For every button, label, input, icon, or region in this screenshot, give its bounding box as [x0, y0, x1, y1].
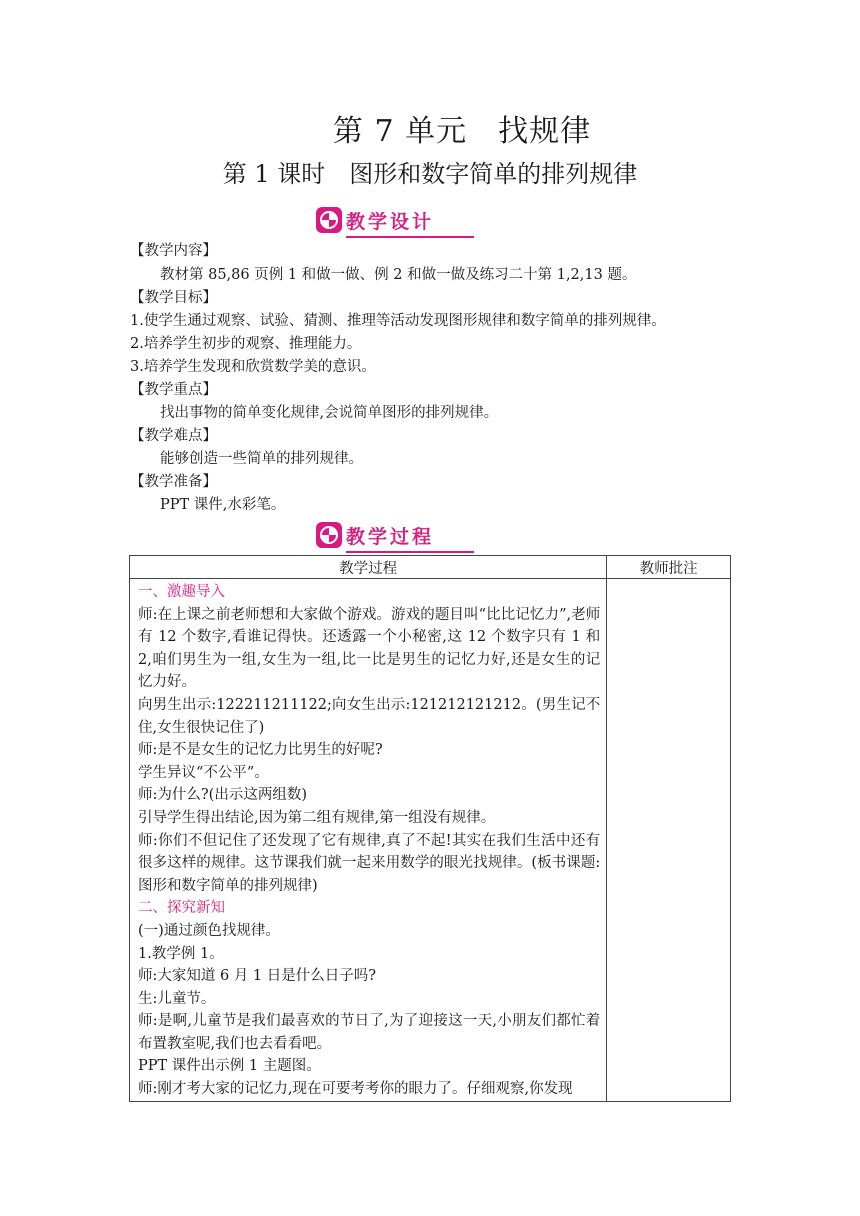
paragraph: PPT 课件出示例 1 主题图。: [138, 1058, 321, 1075]
spiral-logo-icon: [316, 522, 342, 548]
paragraph: 引导学生得出结论,因为第二组有规律,第一组没有规律。: [138, 809, 496, 826]
paragraph: (一)通过颜色找规律。: [138, 922, 280, 939]
design-banner: [316, 205, 450, 235]
goals-label: 【教学目标】: [130, 290, 217, 306]
paragraph: 向男生出示:122211211122;向女生出示:121212121212。(男生记不住,女生很快记住了): [138, 696, 601, 736]
process-content-cell: [130, 579, 607, 1102]
goal-item: 1.使学生通过观察、试验、猜测、推理等活动发现图形规律和数字简单的排列规律。: [130, 313, 666, 329]
section-heading: 一、激趣导入: [138, 584, 225, 600]
content-label: 【教学内容】: [130, 243, 217, 259]
goal-item: 2.培养学生初步的观察、推理能力。: [130, 336, 362, 352]
design-banner-label: 教学设计: [346, 210, 435, 233]
lesson-title: 第 1 课时 图形和数字简单的排列规律: [222, 160, 638, 188]
header-process: 教学过程: [130, 556, 607, 579]
notes-cell: [607, 579, 731, 1102]
section-heading: 二、探究新知: [138, 900, 225, 917]
paragraph: 师:刚才考大家的记忆力,现在可要考考你的眼力了。仔细观察,你发现: [138, 1081, 573, 1098]
key-text: 找出事物的简单变化规律,会说简单图形的排列规律。: [160, 405, 499, 421]
unit-title: 第 7 单元 找规律: [332, 114, 592, 149]
paragraph: 师:你们不但记住了还发现了它有规律,真了不起!其实在我们生活中还有很多这样的规律。这节课我们就一起来用数学的眼光找规律。(板书课题:图形和数字简单的排列规律): [138, 832, 601, 894]
difficulty-label: 【教学难点】: [130, 428, 217, 444]
content-text: 教材第 85,86 页例 1 和做一做、例 2 和做一做及练习二十第 1,2,13 题。: [160, 267, 637, 283]
prep-label: 【教学准备】: [130, 474, 217, 490]
process-paragraphs: [138, 581, 600, 1101]
table-header-row: [130, 556, 731, 579]
paragraph: 师:是啊,儿童节是我们最喜欢的节日了,为了迎接这一天,小朋友们都忙着布置教室呢,我们也去看看吧。: [138, 1013, 601, 1052]
paragraph: 师:大家知道 6 月 1 日是什么日子吗?: [138, 968, 377, 985]
key-label: 【教学重点】: [130, 382, 217, 398]
process-table: [129, 555, 731, 1102]
paragraph: 1.教学例 1。: [138, 945, 224, 962]
paragraph: 师:在上课之前老师想和大家做个游戏。游戏的题目叫“比比记忆力”,老师有 12 个数字,看谁记得快。还透露一个小秘密,这 12 个数字只有 1 和 2,咱们男生为一组,女生为一组,比一比是男生的记忆力好,还是女生的记忆力好。: [138, 606, 601, 691]
paragraph: 学生异议“不公平”。: [138, 764, 269, 781]
process-banner-underline: [346, 551, 474, 553]
paragraph: 生:儿童节。: [138, 990, 216, 1007]
paragraph: 师:为什么?(出示这两组数): [138, 787, 307, 804]
paragraph: 师:是不是女生的记忆力比男生的好呢?: [138, 742, 383, 759]
goal-item: 3.培养学生发现和欣赏数学美的意识。: [130, 359, 376, 375]
difficulty-text: 能够创造一些简单的排列规律。: [160, 451, 363, 467]
header-notes: 教师批注: [607, 556, 731, 579]
design-banner-underline: [346, 236, 474, 238]
spiral-logo-icon: [316, 207, 342, 233]
table-row: [130, 579, 731, 1102]
process-banner-label: 教学过程: [346, 525, 435, 548]
prep-text: PPT 课件,水彩笔。: [160, 497, 286, 513]
process-banner: [316, 520, 450, 550]
